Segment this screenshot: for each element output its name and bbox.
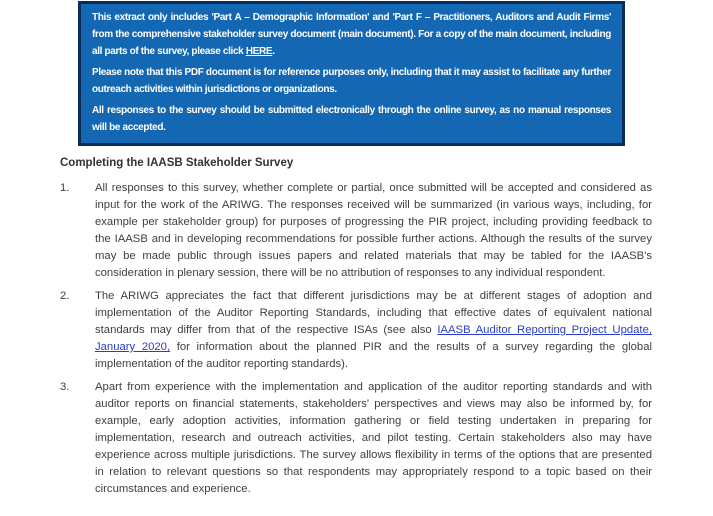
notice-paragraph-1-text: This extract only includes 'Part A – Demographic Information' and 'Part F – Practitioners, Auditors and Audit Firms' from the comprehensive stakeholder survey document (main document). For a copy of the main document, including all parts of the survey, please click [92,12,611,57]
list-item-3 [60,379,652,498]
item-text [95,288,652,373]
section-heading: Completing the IAASB Stakeholder Survey [60,157,294,169]
item-number: 2. [60,290,70,302]
item-text: All responses to this survey, whether complete or partial, once submitted will be accepted and considered as input for the work of the ARIWG. The responses received will be summarized (in various ways, including, for example per stakeholder group) for purposes of progressing the PIR project, including providing feedback to the IAASB and in developing recommendations for possible further actions. Although the results of the survey may be made public through issues papers and related materials that may be tabled for the IAASB's consideration in plenary session, there will be no attribution of responses to any individual respondent. [95,182,652,279]
notice-paragraph-2: Please note that this PDF document is for reference purposes only, including that it may assist to facilitate any further outreach activities within jurisdictions or organizations. [92,67,611,95]
notice-box [78,1,625,146]
item-2-text-after-link: for information about the planned PIR and the results of a survey regarding the global implementation of the auditor reporting standards). [95,341,652,370]
numbered-list [60,180,652,504]
item-number: 1. [60,182,70,194]
list-item-2 [60,288,652,373]
notice-paragraph-3: All responses to the survey should be submitted electronically through the online survey, as no manual responses will be accepted. [92,105,611,133]
item-2-text-before-link: The ARIWG appreciates the fact that different jurisdictions may be at different stages of adoption and implementation of the Auditor Reporting Standards, including that effective dates of equivalent national standards may differ from that of the respective ISAs (see also [95,290,652,336]
item-number: 3. [60,381,70,393]
notice-paragraph-1 [92,9,611,60]
item-text: Apart from experience with the implementation and application of the auditor reporting standards and with auditor reports on financial statements, stakeholders' perspectives and views may also be informed by, for example, early adoption activities, information gathering or field testing undertaken in preparing for implementation, research and outreach activities, and pilot testing. Certain stakeholders also may have experience across multiple jurisdictions. The survey allows flexibility in terms of the options that are presented in relation to relevant questions so that respondents may appropriately respond to a topic based on their circumstances and experience. [95,381,652,495]
notice-paragraph-1-after: . [272,46,275,57]
list-item-1 [60,180,652,282]
project-update-link[interactable]: IAASB Auditor Reporting Project Update, January 2020, [95,324,652,353]
here-link[interactable]: HERE [245,46,273,57]
